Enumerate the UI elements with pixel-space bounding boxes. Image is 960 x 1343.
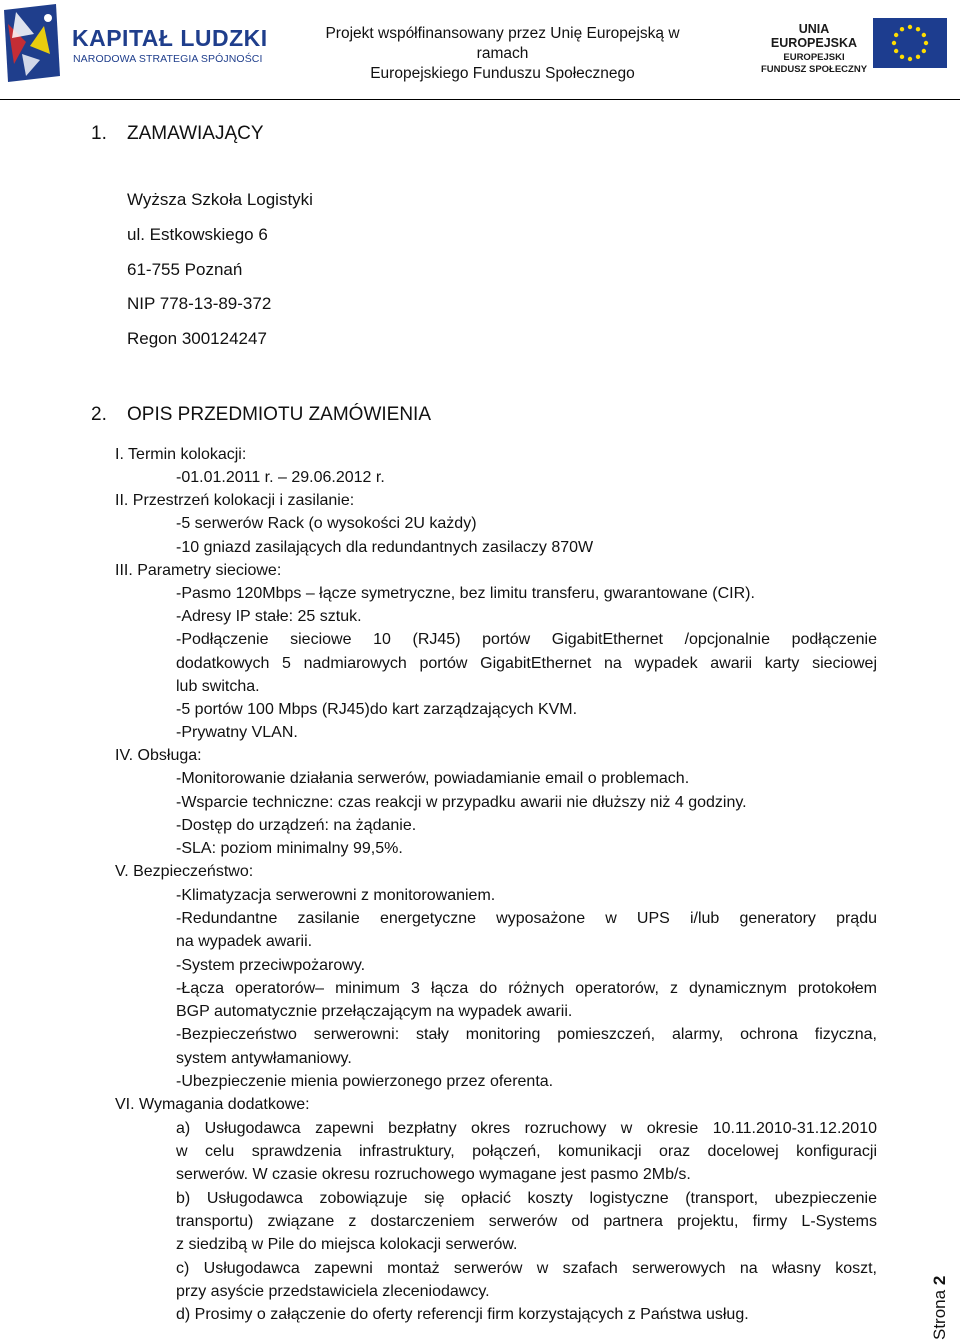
item-line: -Podłączenie sieciowe 10 (RJ45) portów GigabitEthernet /opcjonalnie podłączenie: [176, 631, 877, 648]
item-line: przy asyście przedstawiciela zleceniodawcy.: [176, 1283, 490, 1300]
address-line: Wyższa Szkoła Logistyki: [127, 190, 313, 209]
item-line: -SLA: poziom minimalny 99,5%.: [176, 840, 403, 857]
funding-note-line-1: Projekt współfinansowany przez Unię Europejską w ramach: [325, 25, 680, 62]
item-line: -Adresy IP stałe: 25 sztuk.: [176, 608, 362, 625]
item-line: -Redundantne zasilanie energetyczne wyposażone w UPS i/lub generatory prądu: [176, 910, 877, 927]
item-line: -Ubezpieczenie mienia powierzonego przez oferenta.: [176, 1073, 554, 1090]
subsection-heading: V. Bezpieczeństwo:: [115, 863, 254, 880]
eu-star: [922, 33, 926, 37]
item-line: -5 serwerów Rack (o wysokości 2U każdy): [176, 515, 477, 532]
page-label-word: Strona: [930, 1289, 949, 1340]
eu-line-1: UNIA EUROPEJSKA: [770, 22, 858, 50]
eu-flag-icon: [873, 18, 947, 68]
page-header: [0, 0, 960, 100]
item-line: -Dostęp do urządzeń: na żądanie.: [176, 817, 417, 834]
eu-star: [922, 49, 926, 53]
item-line: -10 gniazd zasilających dla redundantnych zasilaczy 870W: [176, 539, 594, 556]
item-line: serwerów. W czasie okresu rozruchowego wymagane jest pasmo 2Mb/s.: [176, 1166, 691, 1183]
eu-star: [908, 57, 912, 61]
item-line: b) Usługodawca zobowiązuje się opłacić koszty logistyczne (transport, ubezpieczenie: [176, 1190, 877, 1207]
eu-text: [758, 22, 870, 76]
item-line: -Łącza operatorów– minimum 3 łącza do różnych operatorów, z dynamicznym protokołem: [176, 980, 877, 997]
eu-star: [892, 41, 896, 45]
item-line: BGP automatycznie przełączającym na wypadek awarii.: [176, 1003, 573, 1020]
item-line: na wypadek awarii.: [176, 933, 313, 950]
subsection-heading: III. Parametry sieciowe:: [115, 562, 282, 579]
item-line: d) Prosimy o załączenie do oferty referencji firm korzystających z Państwa usług.: [176, 1306, 749, 1323]
subsection-heading: II. Przestrzeń kolokacji i zasilanie:: [115, 492, 355, 509]
item-line: lub switcha.: [176, 678, 260, 695]
header-divider: [0, 99, 960, 100]
eu-star: [908, 25, 912, 29]
funding-note-line-2: Europejskiego Funduszu Społecznego: [370, 65, 635, 82]
eu-star: [916, 55, 920, 59]
address-line: 61-755 Poznań: [127, 260, 243, 279]
item-line: transportu) związane z dostarczeniem serwerów od partnera projektu, firmy L-Systems: [176, 1213, 877, 1230]
section-2-title: OPIS PRZEDMIOTU ZAMÓWIENIA: [127, 404, 432, 425]
subsection-heading: I. Termin kolokacji:: [115, 446, 247, 463]
subsection-heading: VI. Wymagania dodatkowe:: [115, 1096, 310, 1113]
item-line: -Monitorowanie działania serwerów, powiadamianie email o problemach.: [176, 770, 690, 787]
eu-star: [894, 33, 898, 37]
item-line: -5 portów 100 Mbps (RJ45)do kart zarządzających KVM.: [176, 701, 578, 718]
section-1-title: ZAMAWIAJĄCY: [127, 123, 264, 144]
item-line: w celu sprawdzenia infrastruktury, połączeń, komunikacji oraz docelowej konfiguracji: [176, 1143, 877, 1160]
item-line: system antywłamaniowy.: [176, 1050, 352, 1067]
item-line: -Bezpieczeństwo serwerowni: stały monitoring pomieszczeń, alarmy, ochrona fizyczna,: [176, 1026, 877, 1043]
eu-line-3: FUNDUSZ SPOŁECZNY: [760, 64, 868, 75]
eu-star: [900, 55, 904, 59]
item-line: -System przeciwpożarowy.: [176, 957, 366, 974]
item-line: -01.01.2011 r. – 29.06.2012 r.: [176, 469, 385, 486]
item-line: dodatkowych 5 nadmiarowych portów GigabitEthernet na wypadek awarii karty sieciowej: [176, 655, 877, 672]
item-line: -Pasmo 120Mbps – łącze symetryczne, bez limitu transferu, gwarantowane (CIR).: [176, 585, 755, 602]
eu-star: [894, 49, 898, 53]
section-1-number: 1.: [91, 123, 107, 144]
eu-star: [916, 27, 920, 31]
page-number: 2: [930, 1275, 949, 1286]
kl-title: KAPITAŁ LUDZKI: [72, 25, 268, 51]
eu-star: [900, 27, 904, 31]
item-line: -Prywatny VLAN.: [176, 724, 298, 741]
page-number-label: [930, 1276, 950, 1340]
item-line: -Wsparcie techniczne: czas reakcji w przypadku awarii nie dłuższy niż 4 godziny.: [176, 794, 747, 811]
item-line: -Klimatyzacja serwerowni z monitorowaniem.: [176, 887, 496, 904]
funding-note: [300, 24, 705, 84]
item-line: c) Usługodawca zapewni montaż serwerów w szafach serwerowych na własny koszt,: [176, 1260, 877, 1277]
subsection-heading: IV. Obsługa:: [115, 747, 202, 764]
address-line: NIP 778-13-89-372: [127, 294, 272, 313]
kl-subtitle: NARODOWA STRATEGIA SPÓJNOŚCI: [73, 53, 263, 65]
address-line: ul. Estkowskiego 6: [127, 225, 268, 244]
item-line: z siedzibą w Pile do miejsca kolokacji serwerów.: [176, 1236, 518, 1253]
section-2-number: 2.: [91, 404, 107, 425]
address-line: Regon 300124247: [127, 329, 267, 348]
item-line: a) Usługodawca zapewni bezpłatny okres rozruchowy w okresie 10.11.2010-31.12.2010: [176, 1120, 877, 1137]
eu-line-2: EUROPEJSKI: [783, 52, 845, 63]
eu-star: [924, 41, 928, 45]
